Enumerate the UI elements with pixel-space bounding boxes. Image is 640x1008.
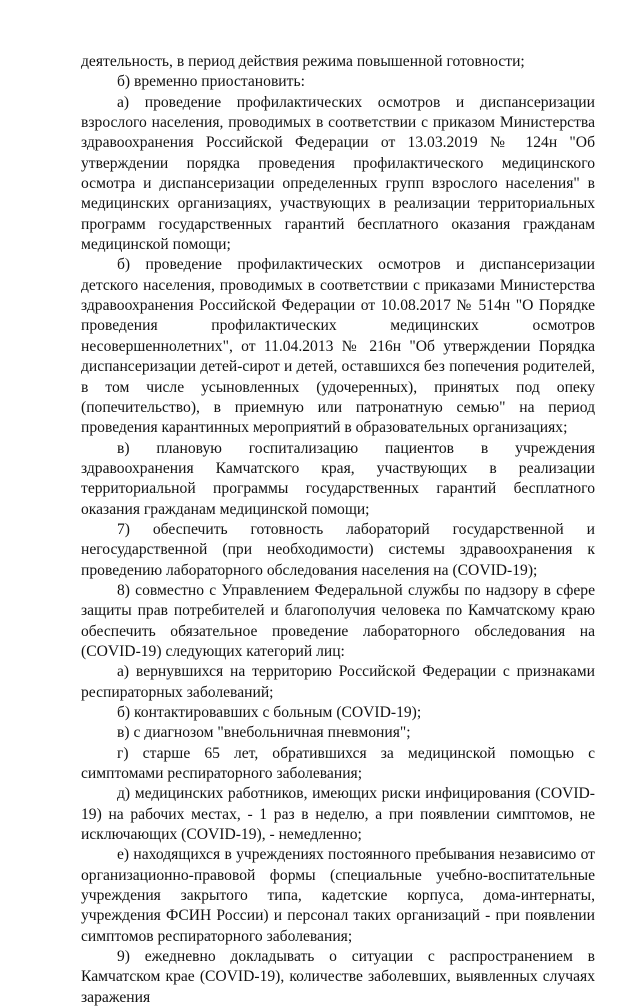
- paragraph-item-8v: в) с диагнозом "внебольничная пневмония";: [117, 724, 411, 742]
- paragraph-item-6b: б) проведение профилактических осмотров и диспансеризации детского населения, проводимых в соответствии с приказами Министерства здравоохранения Российской Федерации от 10.08.2017 № 514н "О Порядке проведения профилактических медицинских осмотров несовершеннолетних", от 11.04.2013 № 216н "Об утверждении Порядка диспансеризации детей-сирот и детей, оставшихся без попечения родителей, в том числе усыновленных (удочеренных), принятых под опеку (попечительство), в приемную или патронатную семью" на период проведения карантинных мероприятий в образовательных организациях;: [81, 256, 595, 437]
- paragraph-item-6: б) временно приостановить:: [117, 73, 305, 91]
- paragraph-continuation: деятельность, в период действия режима повышенной готовности;: [81, 53, 525, 70]
- paragraph-item-9: 9) ежедневно докладывать о ситуации с распространением в Камчатском крае (COVID-19), количестве заболевших, выявленных случаях заражения: [81, 948, 595, 1006]
- paragraph-item-6v: в) плановую госпитализацию пациентов в учреждения здравоохранения Камчатского края, участвующих в реализации территориальной программы государственных гарантий бесплатного оказания гражданам медицинской помощи;: [81, 439, 595, 518]
- paragraph-item-8e: е) находящихся в учреждениях постоянного пребывания независимо от организационно-правовой формы (специальные учебно-воспитательные учреждения закрытого типа, кадетские корпуса, дома-интернаты, учреждения ФСИН России) и персонал таких организаций - при появлении симптомов респираторного заболевания;: [81, 846, 595, 945]
- paragraph-item-8g: г) старше 65 лет, обратившихся за медицинской помощью с симптомами респираторного заболевания;: [81, 744, 595, 783]
- paragraph-item-8: 8) совместно с Управлением Федеральной службы по надзору в сфере защиты прав потребителей и благополучия человека по Камчатскому краю обеспечить обязательное проведение лабораторного обследования на (COVID-19) следующих категорий лиц:: [81, 581, 595, 660]
- document-page: [81, 52, 595, 1008]
- paragraph-item-8d: д) медицинских работников, имеющих риски инфицирования (COVID-19) на рабочих местах, - 1 раз в неделю, а при появлении симптомов, не исключающих (COVID-19), - немедленно;: [81, 785, 595, 844]
- paragraph-item-7: 7) обеспечить готовность лабораторий государственной и негосударственной (при необходимости) системы здравоохранения к проведению лабораторного обследования населения на (COVID-19);: [81, 520, 595, 579]
- paragraph-item-8a: а) вернувшихся на территорию Российской Федерации с признаками респираторных заболеваний;: [81, 663, 595, 701]
- paragraph-item-8b: б) контактировавших с больным (COVID-19);: [117, 704, 422, 721]
- paragraph-item-6a: а) проведение профилактических осмотров и диспансеризации взрослого населения, проводимых в соответствии с приказом Министерства здравоохранения Российской Федерации от 13.03.2019 № 124н "Об утверждении порядка проведения профилактического медицинского осмотра и диспансеризации определенных групп взрослого населения" в медицинских организациях, участвующих в реализации территориальных программ государственных гарантий бесплатного оказания гражданам медицинской помощи;: [81, 93, 595, 254]
